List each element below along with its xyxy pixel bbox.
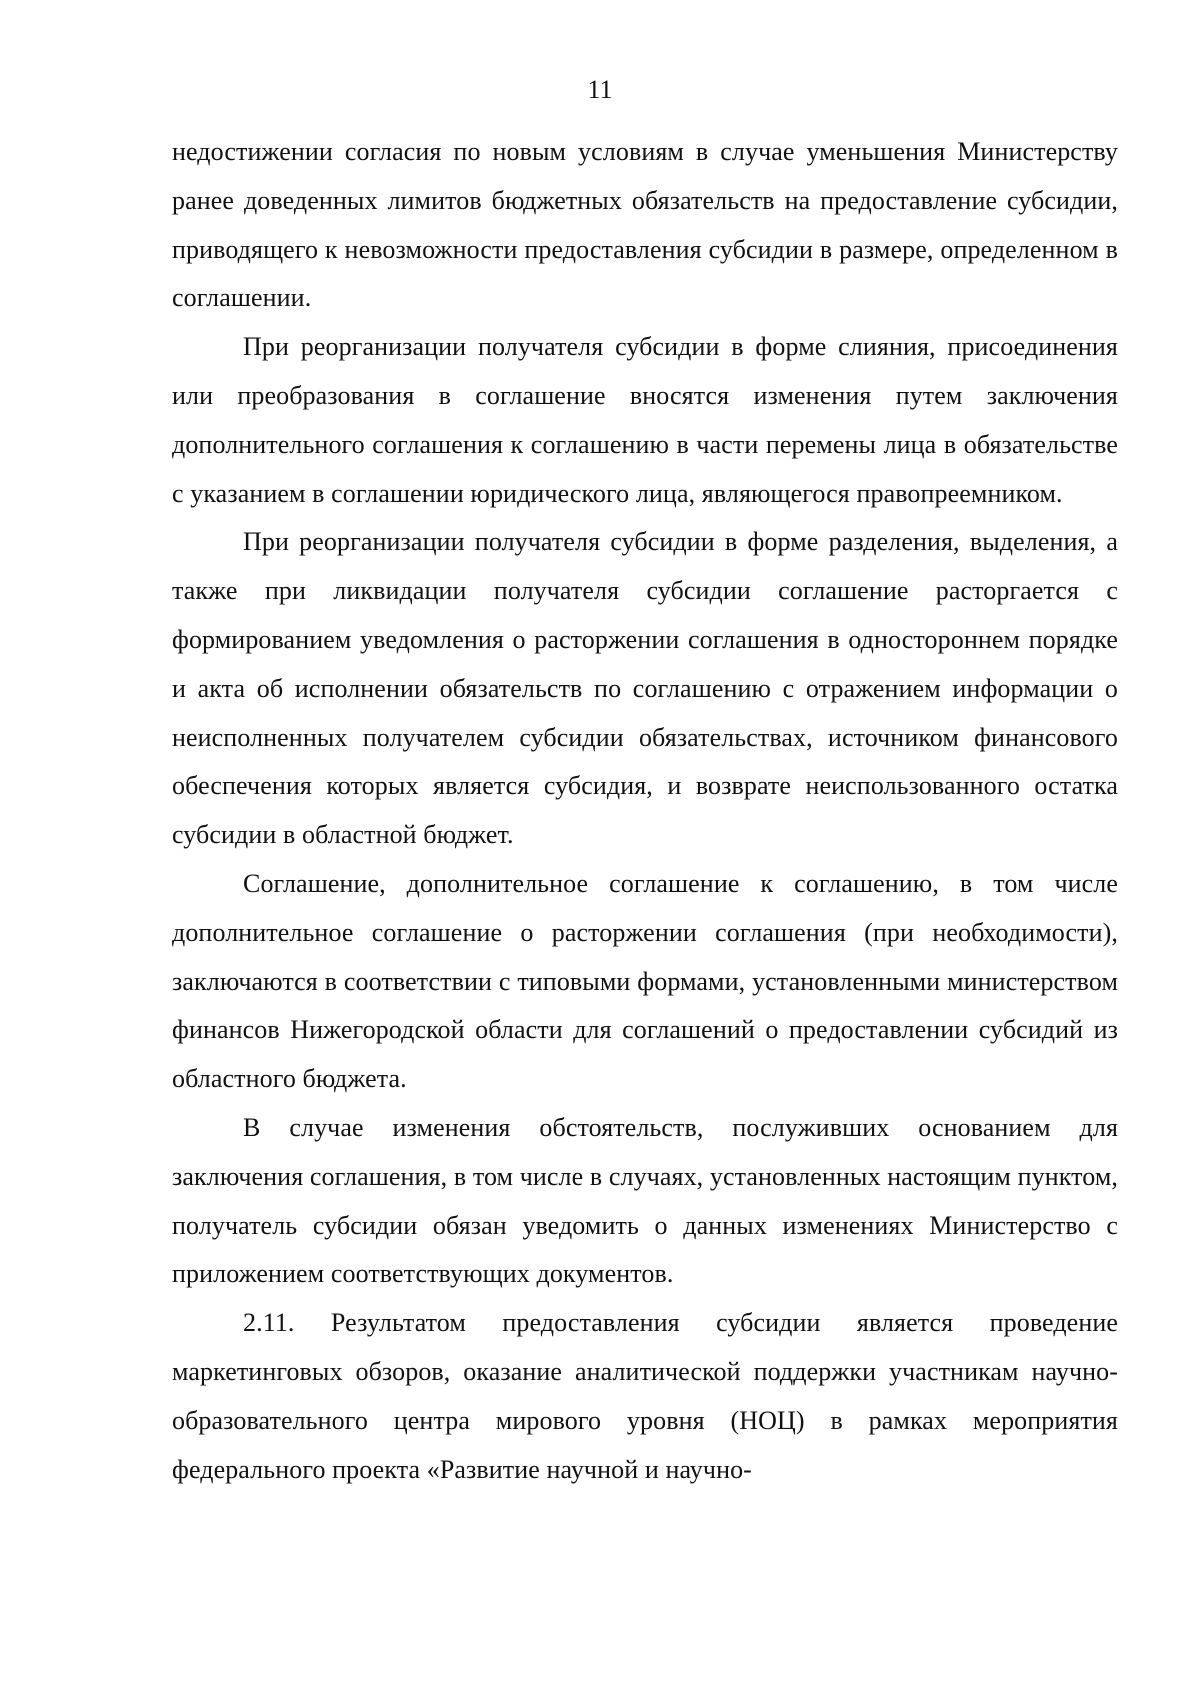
paragraph-circumstances-change: В случае изменения обстоятельств, послуживших основанием для заключения соглашения, в том числе в случаях, установленных настоящим пунктом, получатель субсидии обязан уведомить о данных изменениях Министерство с приложением соответствующих документов.: [172, 1112, 1118, 1289]
paragraph-agreement-forms: Соглашение, дополнительное соглашение к соглашению, в том числе дополнительное соглашение о расторжении соглашения (при необходимости), заключаются в соответствии с типовыми формами, установленными министерством финансов Нижегородской области для соглашений о предоставлении субсидий из областного бюджета.: [172, 868, 1118, 1094]
page-number: 11: [587, 75, 613, 104]
paragraph-subsidy-result: 2.11. Результатом предоставления субсидии является проведение маркетинговых обзоров, оказание аналитической поддержки участникам научно-образовательного центра мирового уровня (НОЦ) в рамках мероприятия федерального проекта «Развитие научной и научно-: [172, 1308, 1118, 1484]
document-body: [172, 128, 1118, 1494]
paragraph-division-liquidation: При реорганизации получателя субсидии в форме разделения, выделения, а также при ликвидации получателя субсидии соглашение расторгается с формированием уведомления о расторжении соглашения в одностороннем порядке и акта об исполнении обязательств по соглашению с отражением информации о неисполненных получателем субсидии обязательствах, источником финансового обеспечения которых является субсидия, и возврате неиспользованного остатка субсидии в областной бюджет.: [172, 527, 1118, 850]
paragraph-merger-reorganization: При реорганизации получателя субсидии в форме слияния, присоединения или преобразования в соглашение вносятся изменения путем заключения дополнительного соглашения к соглашению в части перемены лица в обязательстве с указанием в соглашении юридического лица, являющегося правопреемником.: [172, 332, 1118, 508]
paragraph-continuation: недостижении согласия по новым условиям в случае уменьшения Министерству ранее доведенных лимитов бюджетных обязательств на предоставление субсидии, приводящего к невозможности предоставления субсидии в размере, определенном в соглашении.: [172, 137, 1118, 313]
